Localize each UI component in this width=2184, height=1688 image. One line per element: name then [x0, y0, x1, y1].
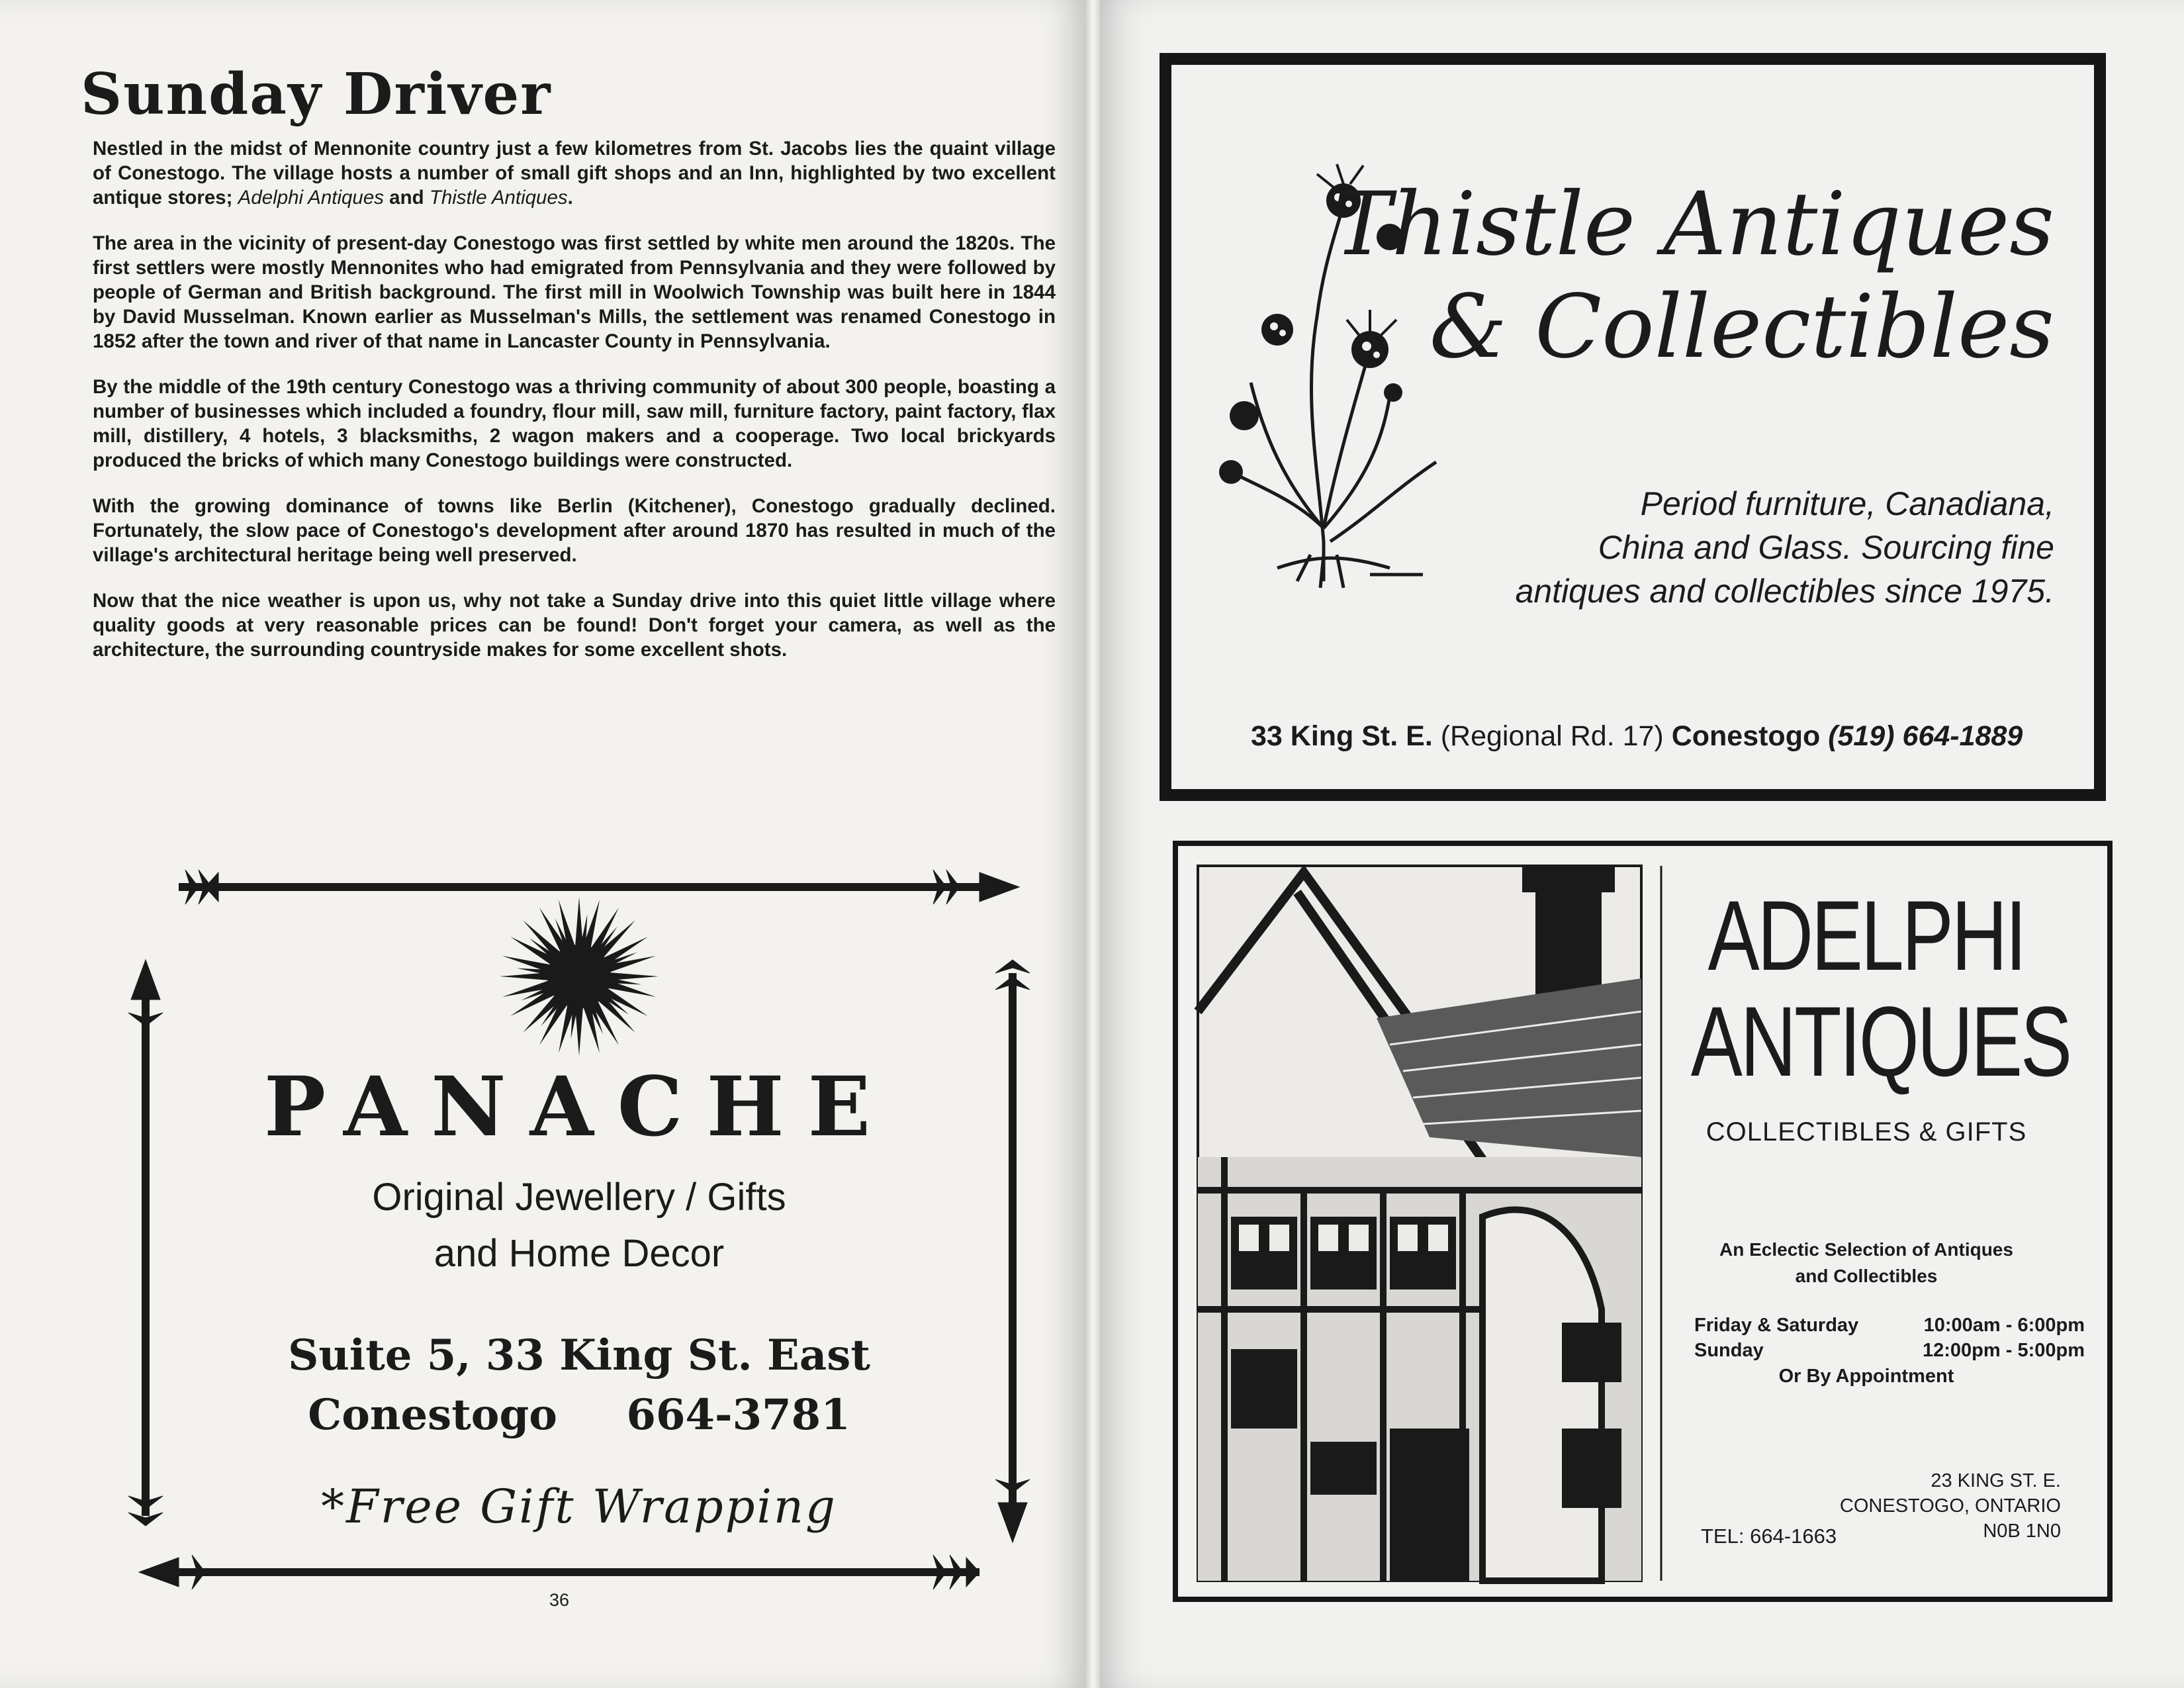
adelphi-tel: TEL: 664-1663 — [1701, 1524, 1837, 1548]
hours-days: Sunday — [1694, 1340, 1764, 1361]
thistle-name-1: Thistle Antiques — [1333, 173, 2054, 275]
article-title: Sunday Driver — [81, 61, 552, 128]
paragraph-1-text: Nestled in the midst of Mennonite country just a few kilometres from St. Jacobs lies the quaint village of Conestogo. The village hosts a number of small gift shops and an Inn, highlighted by two excellent antique stores; — [93, 138, 1056, 209]
hours-time: 12:00pm - 5:00pm — [1923, 1340, 2085, 1361]
thistle-regional-road: (Regional Rd. 17) — [1440, 720, 1664, 752]
paragraph-2: The area in the vicinity of present-day Conestogo was first settled by white men around the 1820s. The first settlers were mostly Mennonites who had emigrated from Pennsylvania and they were followed by people of German and British background. The first mill in Woolwich Township was built here in 1844 by David Musselman. Known earlier as Musselman's Mills, the settlement was renamed Conestogo in 1852 after the town and river of that name in Lancaster County in Pennsylvania. — [93, 232, 1056, 352]
adelphi-name-1: ADELPHI — [1707, 880, 2025, 991]
panache-brand: PANACHE — [263, 1059, 895, 1155]
panache-tagline-2: and Home Decor — [433, 1232, 725, 1275]
adelphi-ad — [1173, 841, 2113, 1602]
thistle-ad — [1160, 53, 2106, 801]
thistle-address — [1251, 720, 2023, 753]
thistle-desc-line-3: antiques and collectibles since 1975. — [1515, 573, 2054, 610]
store-name-thistle: Thistle Antiques — [429, 187, 568, 209]
paragraph-1-end: . — [567, 187, 573, 209]
paragraph-1 — [93, 136, 1056, 210]
thistle-desc-line-2: China and Glass. Sourcing fine — [1598, 529, 2054, 566]
thistle-desc-line-1: Period furniture, Canadiana, — [1640, 485, 2054, 522]
adelphi-postal: N0B 1N0 — [1983, 1521, 2061, 1542]
thistle-city: Conestogo — [1671, 720, 1821, 752]
hours-row — [1694, 1338, 2085, 1363]
adelphi-hours — [1694, 1313, 2085, 1363]
left-page — [0, 0, 1085, 1688]
thistle-street: 33 King St. E. — [1251, 720, 1433, 752]
thistle-description — [1459, 482, 2054, 613]
right-page — [1100, 0, 2184, 1688]
article-body — [93, 136, 1056, 683]
panache-ad — [119, 861, 1039, 1602]
paragraph-4: With the growing dominance of towns like Berlin (Kitchener), Conestogo gradually declined. Fortunately, the slow pace of Conestogo's development after around 1870 has resulted in much of the village's architectural heritage being well preserved. — [93, 495, 1056, 566]
panache-tagline-1: Original Jewellery / Gifts — [372, 1176, 786, 1219]
adelphi-name-2: ANTIQUES — [1690, 986, 2070, 1097]
adelphi-eclectic-line-1: An Eclectic Selection of Antiques — [1719, 1239, 2013, 1260]
paragraph-3: By the middle of the 19th century Conestogo was a thriving community of about 300 people, boasting a number of businesses which included a foundry, flour mill, saw mill, furniture factory, paint factory, flax mill, distillery, 4 hotels, 3 blacksmiths, 2 wagon makers and a cooperage. Two local brickyards produced the bricks of which many Conestogo buildings were constructed. — [93, 376, 1056, 471]
hours-row — [1694, 1313, 2085, 1338]
book-gutter — [1085, 0, 1100, 1688]
sun-icon — [500, 897, 659, 1056]
adelphi-eclectic-line-2: and Collectibles — [1795, 1266, 1938, 1286]
adelphi-address-line-1: 23 KING ST. E. — [1931, 1470, 2061, 1491]
panache-offer: *Free Gift Wrapping — [321, 1479, 837, 1534]
paragraph-5: Now that the nice weather is upon us, why not take a Sunday drive into this quiet little village where quality goods at very reasonable prices can be found! Don't forget your camera, as well as the architecture, the surrounding countryside makes for some excellent shots. — [93, 590, 1056, 661]
hours-time: 10:00am - 6:00pm — [1923, 1315, 2085, 1336]
page-number: 36 — [549, 1590, 570, 1610]
panache-address: Suite 5, 33 King St. East — [288, 1331, 870, 1380]
adelphi-subtitle: COLLECTIBLES & GIFTS — [1706, 1117, 2027, 1147]
panache-city-phone — [119, 1390, 1039, 1440]
paragraph-1-and: and — [383, 187, 430, 209]
thistle-name-2: & Collectibles — [1429, 276, 2054, 378]
thistle-phone: (519) 664-1889 — [1828, 720, 2023, 752]
store-name-adelphi: Adelphi Antiques — [238, 187, 384, 209]
panache-phone: 664-3781 — [626, 1390, 850, 1440]
adelphi-address-line-2: CONESTOGO, ONTARIO — [1839, 1495, 2061, 1517]
hours-days: Friday & Saturday — [1694, 1315, 1859, 1336]
adelphi-address — [1840, 1468, 2061, 1544]
adelphi-eclectic — [1668, 1237, 2065, 1289]
adelphi-appointment: Or By Appointment — [1778, 1366, 1954, 1387]
panache-city: Conestogo — [308, 1390, 557, 1440]
